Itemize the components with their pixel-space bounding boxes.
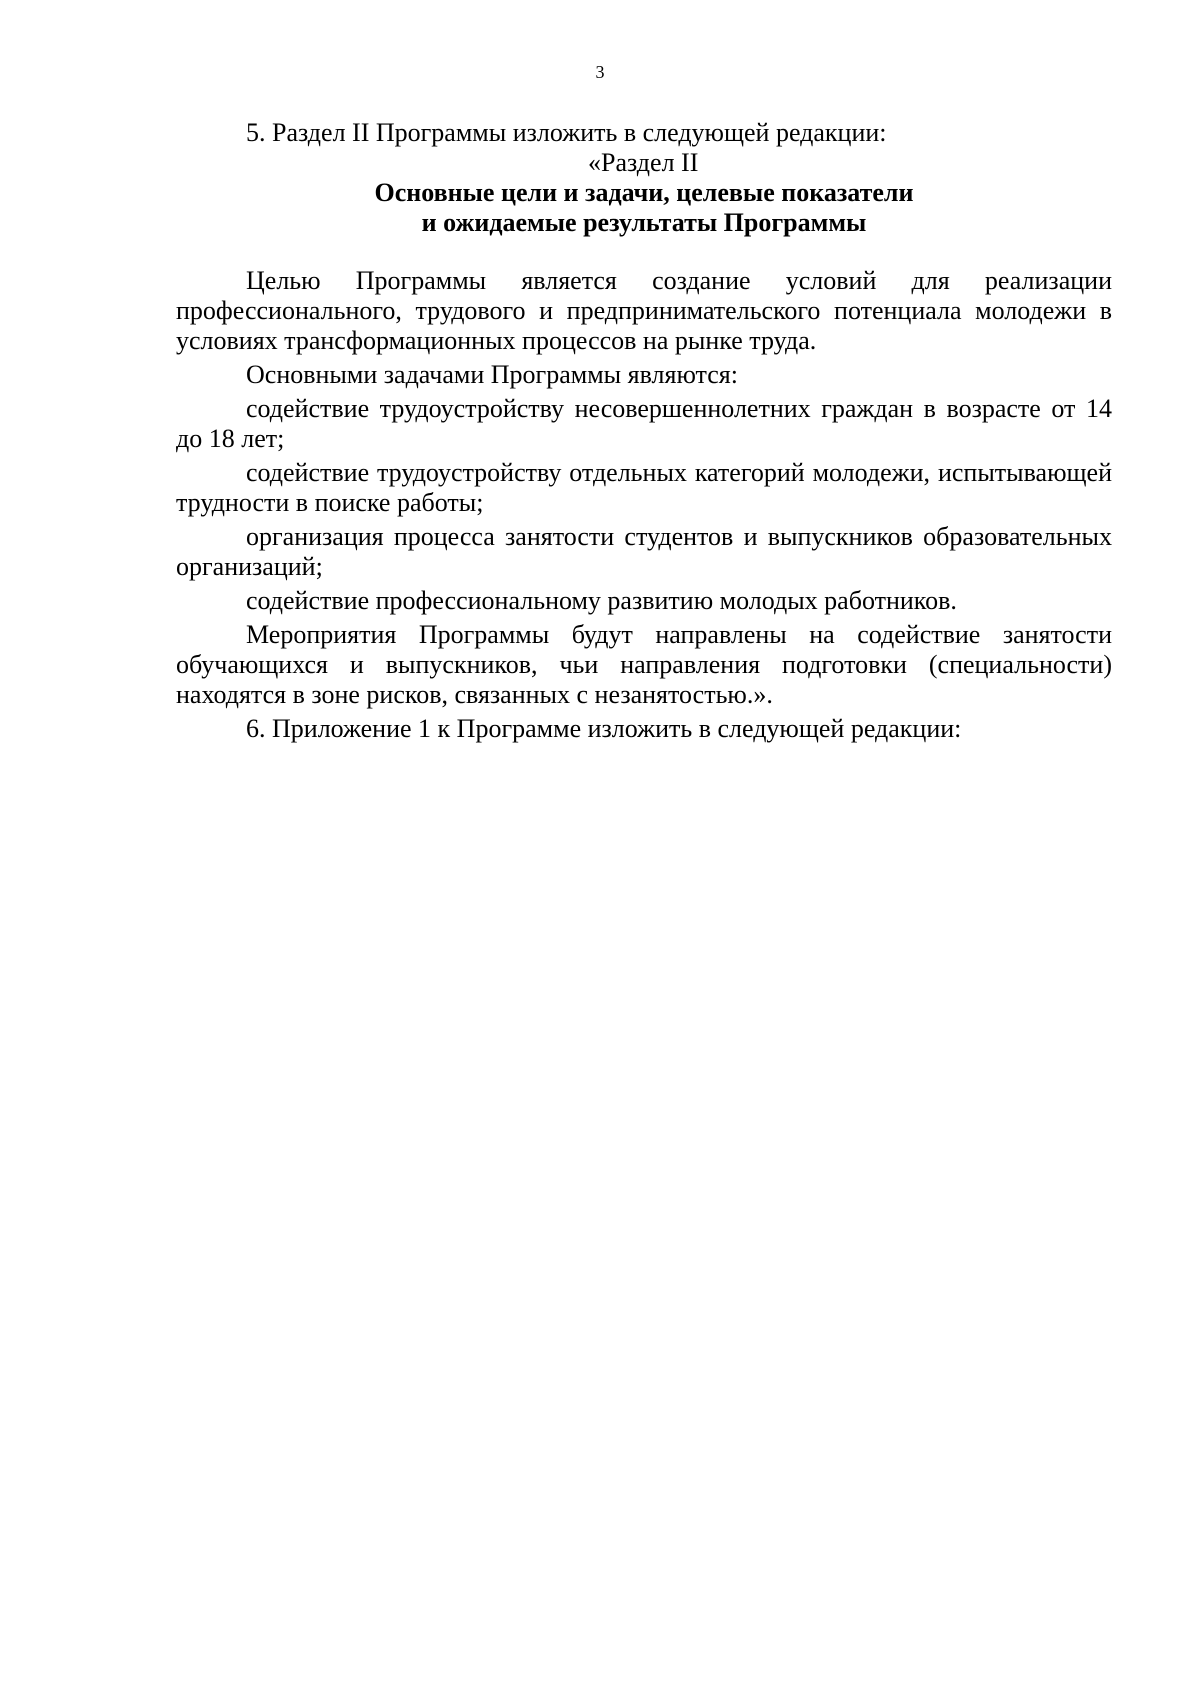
paragraph-tasks-intro: Основными задачами Программы являются: <box>246 360 738 389</box>
section-title-line1: Основные цели и задачи, целевые показатели <box>374 178 914 207</box>
page-number: 3 <box>595 62 605 82</box>
document-body <box>176 118 1112 748</box>
intro-item: 5. Раздел II Программы изложить в следующей редакции: <box>246 118 887 147</box>
paragraph-task-3: организация процесса занятости студентов и выпускников образовательных организаций; <box>176 522 1112 581</box>
section-label: «Раздел II <box>588 148 699 177</box>
paragraph-task-4: содействие профессиональному развитию молодых работников. <box>246 586 957 615</box>
section-title-line2: и ожидаемые результаты Программы <box>421 208 867 237</box>
paragraph-task-1: содействие трудоустройству несовершеннолетних граждан в возрасте от 14 до 18 лет; <box>176 394 1112 453</box>
paragraph-item-6: 6. Приложение 1 к Программе изложить в следующей редакции: <box>246 714 962 743</box>
paragraph-goal: Целью Программы является создание условий для реализации профессионального, трудового и предпринимательского потенциала молодежи в условиях трансформационных процессов на рынке труда. <box>176 266 1112 355</box>
paragraph-measures: Мероприятия Программы будут направлены на содействие занятости обучающихся и выпускников, чьи направления подготовки (специальности) находятся в зоне рисков, связанных с незанятостью.». <box>176 620 1112 709</box>
paragraph-task-2: содействие трудоустройству отдельных категорий молодежи, испытывающей трудности в поиске работы; <box>176 458 1112 517</box>
spacer <box>176 238 1112 266</box>
